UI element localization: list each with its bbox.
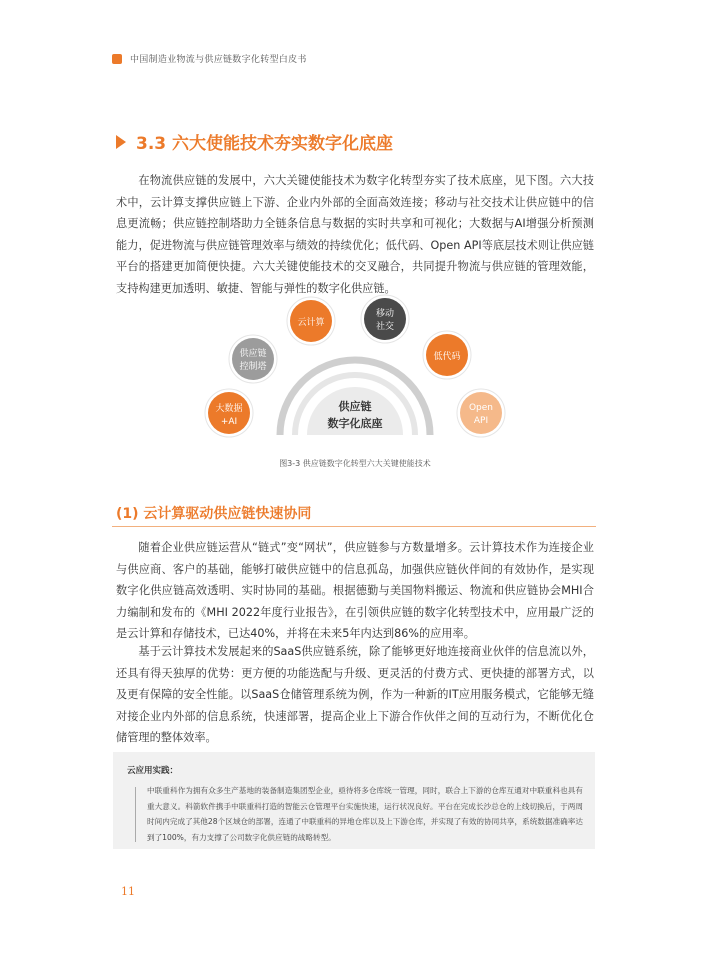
center-line2: 数字化底座 [327, 417, 383, 430]
node-open-api [457, 389, 505, 437]
header-text: 中国制造业物流与供应链数字化转型白皮书 [130, 55, 307, 65]
case-study-title: 云应用实践： [127, 766, 179, 776]
node-label: 大数据 [215, 404, 243, 414]
diagram-svg [195, 285, 515, 445]
node-label: Open [468, 403, 494, 413]
header-mark-icon [112, 54, 122, 64]
node-low-code [423, 331, 471, 379]
node-label: 移动 [375, 309, 395, 319]
paragraph-intro: 在物流供应链的发展中，六大关键使能技术为数字化转型夯实了技术底座，见下图。六大技术中，云计算支撑供应链上下游、企业内外部的全面高效连接；移动与社交技术让供应链中的信息更流畅；供应链控制塔助力全链条信息与数据的实时共享和可视化；大数据与AI增强分析预测能力，促进物流与供应链管理效率与绩效的持续优化；低代码、Open API等底层技术则让供应链平台的搭建更加简便快捷。六大关键使能技术的交叉融合，共同提升物流与供应链的管理效能，支持构建更加透明、敏捷、智能与弹性的数字化供应链。 [116, 174, 594, 295]
running-header [112, 52, 307, 65]
page-number: 11 [121, 885, 135, 898]
paragraph-saas: 基于云计算技术发展起来的SaaS供应链系统，除了能够更好地连接商业伙伴的信息流以外，还具有得天独厚的优势：更方便的功能选配与升级、更灵活的付费方式、更快捷的部署方式，以及更有保障的安全性能。以SaaS仓储管理系统为例，作为一种新的IT应用服务模式，它能够无缝对接企业内外部的信息系统，快速部署，提高企业上下游合作伙伴之间的互动行为，不断优化仓储管理的整体效率。 [116, 645, 594, 744]
subsection-title: (1) 云计算驱动供应链快速协同 [116, 506, 312, 522]
case-study-box [113, 752, 595, 849]
play-arrow-icon [116, 135, 126, 149]
node-cloud-computing [287, 297, 335, 345]
paragraph-cloud: 随着企业供应链运营从“链式”变“网状”，供应链参与方数量增多。云计算技术作为连接企业与供应商、客户的基础，能够打破供应链中的信息孤岛，加强供应链伙伴间的有效协作，是实现数字化供应链高效透明、实时协同的基础。根据德勤与美国物料搬运、物流和供应链协会MHI合力编制和发布的《MHI 2022年度行业报告》，在引领供应链的数字化转型技术中，应用最广泛的是云计算和存储技术，已达40%，并将在未来5年内达到86%的应用率。 [116, 541, 594, 640]
case-study-text: 中联重科作为拥有众多生产基地的装备制造集团型企业，亟待将多仓库统一管理，同时，联合上下游的仓库互通对中联重科也具有重大意义。科箭软件携手中联重科打造的智能云仓管理平台实施快速，运行状况良好。平台在完成长沙总仓的上线切换后，于两周时间内完成了其他28个区域仓的部署，连通了中联重科的异地仓库以及上下游仓库，并实现了有效的协同共享，系统数据准确率达到了100%，有力支撑了公司数字化供应链的战略转型。 [147, 786, 583, 842]
node-label: +AI [220, 417, 238, 427]
node-mobile-social [361, 295, 409, 343]
node-label: 社交 [375, 322, 395, 332]
enabling-tech-diagram [195, 285, 515, 445]
center-line1: 供应链 [338, 400, 372, 413]
figure-caption: 图3-3 供应链数字化转型六大关键使能技术 [279, 459, 431, 468]
case-study-bar [135, 787, 136, 842]
node-label: 控制塔 [239, 362, 267, 372]
node-big-data-ai [205, 389, 253, 437]
node-label: 供应链 [239, 349, 267, 359]
node-label: API [473, 416, 489, 426]
subsection-divider [112, 526, 596, 527]
node-control-tower [229, 335, 277, 383]
node-label: 低代码 [433, 352, 461, 362]
section-title-text: 3.3 六大使能技术夯实数字化底座 [136, 134, 394, 154]
section-title [116, 129, 393, 154]
node-label: 云计算 [297, 318, 325, 328]
